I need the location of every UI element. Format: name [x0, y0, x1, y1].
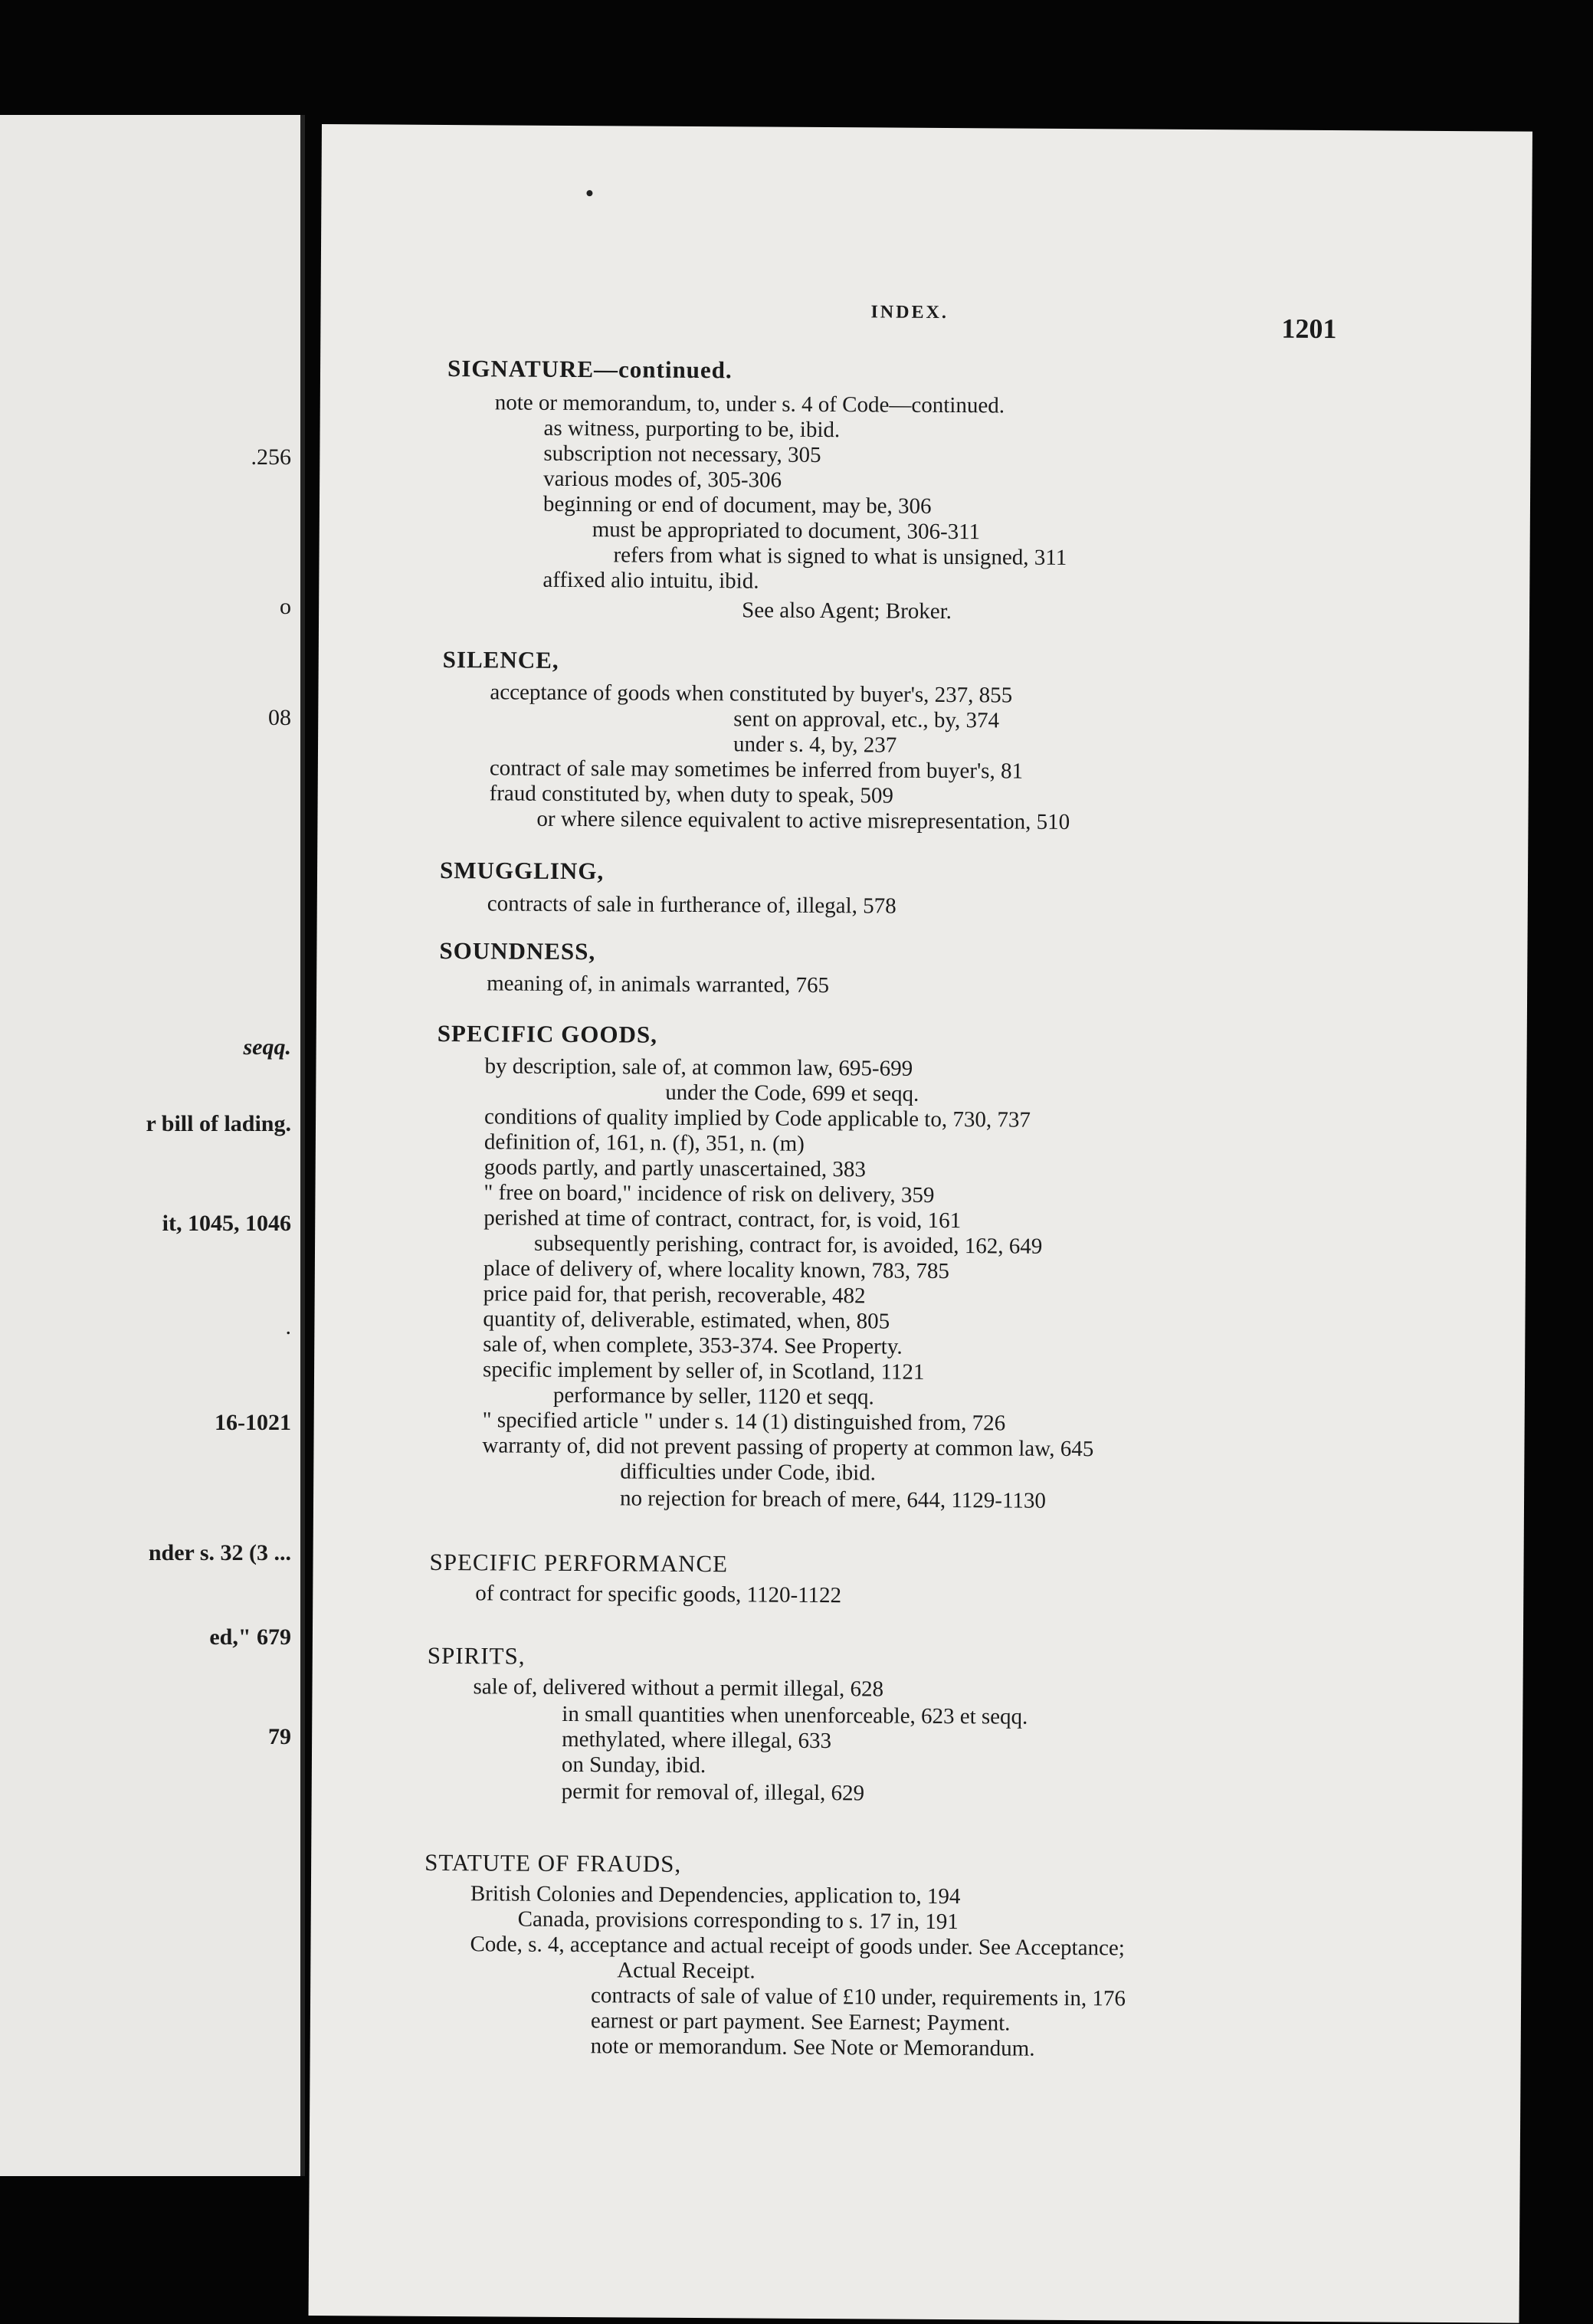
- entry-heading-spirits: SPIRITS,: [427, 1641, 526, 1670]
- index-line: earnest or part payment. See Earnest; Payment.: [590, 2008, 1011, 2036]
- entry-heading-smuggling: SMUGGLING,: [439, 856, 605, 885]
- left-fragment: .256: [251, 444, 291, 470]
- index-line: specific implement by seller of, in Scotland, 1121: [482, 1357, 925, 1385]
- index-line: affixed alio intuitu, ibid.: [542, 567, 759, 594]
- page-number: 1201: [1281, 313, 1337, 345]
- left-fragment: seqq.: [243, 1034, 291, 1060]
- entry-heading-soundness: SOUNDNESS,: [439, 936, 596, 965]
- entry-heading-specific-goods: SPECIFIC GOODS,: [437, 1019, 658, 1048]
- index-line: sale of, delivered without a permit illegal, 628: [473, 1674, 884, 1702]
- index-cross-reference: See also Agent; Broker.: [742, 598, 952, 624]
- left-page: [0, 115, 305, 2176]
- left-fragment: 16-1021: [215, 1410, 291, 1435]
- index-line: subsequently perishing, contract for, is avoided, 162, 649: [533, 1231, 1043, 1259]
- index-line: refers from what is signed to what is unsigned, 311: [613, 542, 1067, 570]
- index-line: fraud constituted by, when duty to speak, 509: [489, 781, 894, 808]
- left-fragment: o: [280, 594, 291, 619]
- index-line: acceptance of goods when constituted by buyer's, 237, 855: [490, 680, 1013, 708]
- index-line: beginning or end of document, may be, 306: [542, 491, 932, 519]
- index-line: under s. 4, by, 237: [733, 732, 897, 758]
- index-line: contract of sale may sometimes be inferred from buyer's, 81: [489, 756, 1024, 784]
- index-line: note or memorandum, to, under s. 4 of Code—continued.: [494, 390, 1005, 418]
- index-line: in small quantities when unenforceable, 623 et seqq.: [562, 1701, 1028, 1729]
- left-fragment: 08: [268, 705, 291, 730]
- left-fragment: nder s. 32 (3 ...: [148, 1540, 291, 1565]
- index-line: must be appropriated to document, 306-311: [592, 517, 981, 545]
- index-line: performance by seller, 1120 et seqq.: [552, 1382, 874, 1410]
- index-line: contracts of sale in furtherance of, illegal, 578: [487, 891, 896, 919]
- left-fragment: it, 1045, 1046: [162, 1211, 291, 1236]
- index-line: on Sunday, ibid.: [561, 1752, 706, 1778]
- index-line: Canada, provisions corresponding to s. 17 in, 191: [517, 1906, 959, 1935]
- running-header: INDEX.: [870, 302, 949, 323]
- index-line: conditions of quality implied by Code applicable to, 730, 737: [483, 1104, 1031, 1132]
- index-line: subscription not necessary, 305: [543, 441, 821, 467]
- index-line: or where silence equivalent to active misrepresentation, 510: [536, 806, 1070, 834]
- index-line: " specified article " under s. 14 (1) distinguished from, 726: [482, 1408, 1006, 1436]
- index-line: price paid for, that perish, recoverable, 482: [483, 1281, 866, 1309]
- index-line: perished at time of contract, contract, for, is void, 161: [483, 1205, 962, 1234]
- index-line: methylated, where illegal, 633: [562, 1726, 832, 1754]
- index-cross-reference: Actual Receipt.: [617, 1958, 756, 1984]
- index-line: goods partly, and partly unascertained, 383: [483, 1155, 867, 1182]
- index-line: Code, s. 4, acceptance and actual receipt of goods under. See Acceptance;: [470, 1932, 1125, 1961]
- index-line: as witness, purporting to be, ibid.: [543, 415, 841, 443]
- left-fragment: .: [285, 1314, 291, 1339]
- index-line: quantity of, deliverable, estimated, when, 805: [483, 1306, 890, 1334]
- index-line: place of delivery of, where locality known, 783, 785: [483, 1256, 949, 1284]
- left-fragment: r bill of lading.: [146, 1111, 291, 1136]
- index-line: note or memorandum. See Note or Memorandum.: [590, 2034, 1035, 2061]
- ink-dot: [586, 190, 592, 196]
- index-line: various modes of, 305-306: [543, 466, 782, 493]
- left-fragment: ed," 679: [209, 1624, 291, 1650]
- left-fragment: 79: [268, 1724, 291, 1749]
- index-line: " free on board," incidence of risk on delivery, 359: [483, 1180, 935, 1208]
- entry-heading-statute-of-frauds: STATUTE OF FRAUDS,: [424, 1848, 682, 1877]
- index-page: [309, 124, 1532, 2323]
- entry-heading-silence: SILENCE,: [442, 645, 559, 674]
- index-line: contracts of sale of value of £10 under, requirements in, 176: [590, 1983, 1126, 2011]
- entry-heading-signature: SIGNATURE—continued.: [447, 355, 733, 384]
- index-line: sale of, when complete, 353-374. See Property.: [483, 1332, 903, 1359]
- index-line: difficulties under Code, ibid.: [620, 1459, 877, 1486]
- index-line: under the Code, 699 et seqq.: [665, 1080, 919, 1106]
- index-line: definition of, 161, n. (f), 351, n. (m): [483, 1129, 805, 1156]
- index-line: by description, sale of, at common law, 695-699: [484, 1054, 913, 1081]
- index-line: meaning of, in animals warranted, 765: [487, 971, 830, 998]
- index-line: no rejection for breach of mere, 644, 1129-1130: [619, 1486, 1047, 1513]
- index-line: of contract for specific goods, 1120-1122: [475, 1581, 842, 1608]
- index-line: warranty of, did not prevent passing of property at common law, 645: [482, 1433, 1094, 1462]
- index-line: British Colonies and Dependencies, application to, 194: [470, 1881, 961, 1909]
- index-line: permit for removal of, illegal, 629: [561, 1778, 865, 1806]
- entry-heading-specific-performance: SPECIFIC PERFORMANCE: [429, 1548, 729, 1578]
- index-line: sent on approval, etc., by, 374: [733, 706, 1000, 733]
